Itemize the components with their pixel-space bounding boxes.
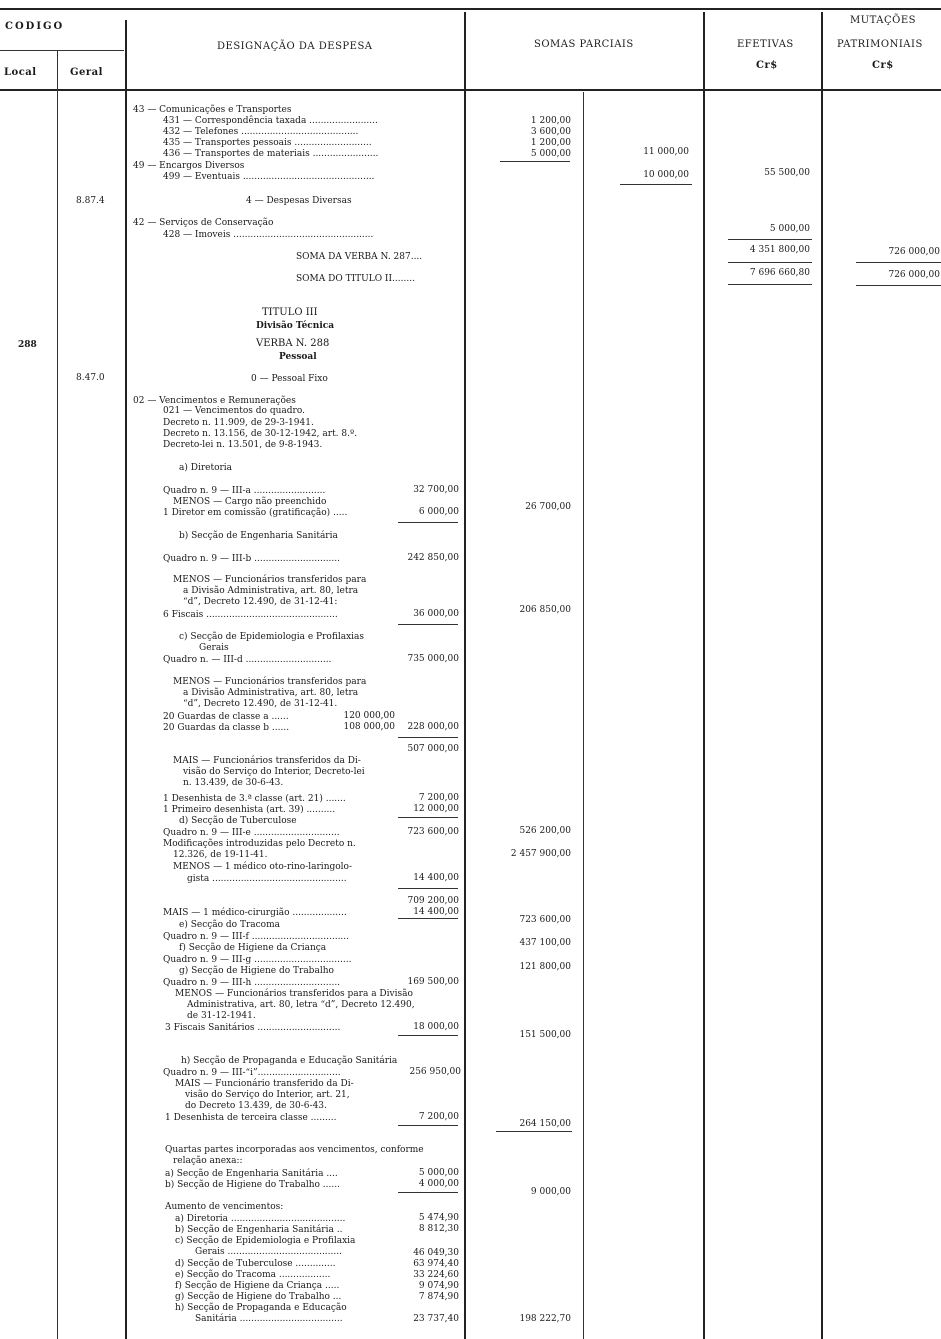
b-fiscais: 6 Fiscais ..............................................: [163, 610, 338, 620]
av-h-value: 23 737,40: [413, 1314, 459, 1324]
c-desenhista-3-value: 7 200,00: [418, 793, 459, 803]
av-a-value: 5 474,90: [418, 1213, 459, 1223]
av-c-1: c) Secção de Epidemiologia e Profilaxia: [175, 1236, 356, 1246]
av-b: b) Secção de Engenharia Sanitária ..: [175, 1225, 343, 1235]
sum-43: 11 000,00: [643, 147, 689, 157]
av-f: f) Secção de Higiene da Criança .....: [175, 1281, 340, 1291]
code-local-288: 288: [18, 340, 37, 350]
item-02: 02 — Vencimentos e Remunerações: [133, 396, 296, 406]
c-mais-1: MAIS — Funcionários transferidos da Di-: [173, 756, 361, 766]
d-menos-1: MENOS — 1 médico oto-rino-laringolo-: [173, 862, 353, 872]
av-f-value: 9 074,90: [418, 1281, 459, 1291]
d-mais: MAIS — 1 médico-cirurgião ...................: [163, 908, 347, 918]
header-patrimoniais: PATRIMONIAIS: [837, 39, 923, 50]
d-subtotal: 709 200,00: [407, 896, 459, 906]
c-menos-1: MENOS — Funcionários transferidos para: [173, 677, 367, 687]
h-mais-1: MAIS — Funcionário transferido da Di-: [175, 1079, 354, 1089]
header-currency-mutacoes: Cr$: [872, 60, 894, 71]
col-divider-designacao: [464, 12, 466, 1339]
av-c-2: Gerais ........................................: [195, 1247, 342, 1257]
rule: [398, 817, 458, 818]
rule: [728, 284, 812, 285]
titulo-iii: TITULO III: [262, 307, 318, 318]
qp-1: Quartas partes incorporadas aos vencimentos, conforme: [165, 1145, 424, 1155]
d-modificacoes-2: 12.326, de 19-11-41.: [173, 850, 268, 860]
rule: [398, 737, 458, 738]
g-quadro: Quadro n. 9 — III-h ..............................: [163, 978, 341, 988]
item-42: 42 — Serviços de Conservação: [133, 218, 274, 228]
h-mais-3: do Decreto 13.439, de 30-6-43.: [185, 1101, 327, 1111]
top-rule: [0, 8, 941, 10]
c-quadro-value: 735 000,00: [407, 654, 459, 664]
item-436: 436 — Transportes de materiais .......................: [163, 149, 379, 159]
av-e: e) Secção do Tracoma ..................: [175, 1270, 331, 1280]
pessoal-fixo: 0 — Pessoal Fixo: [251, 374, 328, 384]
verba-288: VERBA N. 288: [256, 338, 330, 349]
av-a: a) Diretoria ........................................: [175, 1214, 346, 1224]
av-h-1: h) Secção de Propaganda e Educação: [175, 1303, 347, 1313]
header-currency-efetivas: Cr$: [756, 60, 778, 71]
header-codigo: CODIGO: [5, 21, 65, 32]
av-b-value: 8 812,30: [418, 1224, 459, 1234]
h-desenhista-value: 7 200,00: [418, 1112, 459, 1122]
sec-c-2: Gerais: [199, 643, 229, 653]
c-menos-2: a Divisão Administrativa, art. 80, letra: [183, 688, 359, 698]
f-sum: 121 800,00: [519, 962, 571, 972]
rule: [728, 262, 812, 263]
col-divider-efetivas: [821, 12, 823, 1339]
sec-h: h) Secção de Propaganda e Educação Sanitária: [181, 1056, 398, 1066]
d-quadro: Quadro n. 9 — III-e ..............................: [163, 828, 340, 838]
sec-d: d) Secção de Tuberculose: [179, 816, 297, 826]
a-quadro-value: 32 700,00: [413, 485, 459, 495]
big-sum: 2 457 900,00: [510, 849, 571, 859]
qp-sum: 9 000,00: [530, 1187, 571, 1197]
d-menos-value: 14 400,00: [413, 873, 459, 883]
qp-a-value: 5 000,00: [418, 1168, 459, 1178]
col-divider-parcial1: [583, 92, 584, 1339]
a-diretor: 1 Diretor em comissão (gratificação) .....: [163, 508, 348, 518]
decreto-3: Decreto-lei n. 13.501, de 9-8-1943.: [163, 440, 323, 450]
item-435: 435 — Transportes pessoais ...........................: [163, 138, 372, 148]
header-bottom-rule: [0, 89, 941, 91]
c-mais-3: n. 13.439, de 30-6-43.: [183, 778, 284, 788]
b-quadro-value: 242 850,00: [407, 553, 459, 563]
rule: [398, 1125, 458, 1126]
av-g-value: 7 874,90: [418, 1292, 459, 1302]
c-sum: 526 200,00: [519, 826, 571, 836]
av-e-value: 33 224,60: [413, 1270, 459, 1280]
decreto-1: Decreto n. 11.909, de 29-3-1941.: [163, 418, 314, 428]
value-432: 3 600,00: [530, 127, 571, 137]
item-021: 021 — Vencimentos do quadro.: [163, 406, 305, 416]
item-428: 428 — Imoveis .................................................: [163, 230, 374, 240]
g-quadro-value: 169 500,00: [407, 977, 459, 987]
g-menos-2: Administrativa, art. 80, letra “d”, Decreto 12.490,: [187, 1000, 415, 1010]
soma-titulo-label: SOMA DO TITULO II........: [296, 274, 415, 284]
col-divider-parcial2: [703, 12, 705, 1339]
header-designacao: DESIGNAÇÃO DA DESPESA: [217, 41, 373, 52]
item-432: 432 — Telefones .........................................: [163, 127, 359, 137]
rule: [398, 522, 458, 523]
item-43: 43 — Comunicações e Transportes: [133, 105, 292, 115]
item-499: 499 — Eventuais ..............................................: [163, 172, 375, 182]
header-geral: Geral: [70, 67, 103, 78]
sec-a-diretoria: a) Diretoria: [179, 463, 233, 473]
soma-titulo-efetivas: 7 696 660,80: [749, 268, 810, 278]
sec-b: b) Secção de Engenharia Sanitária: [179, 531, 338, 541]
d-menos-2: gista ...............................................: [187, 874, 347, 884]
soma-verba-efetivas: 4 351 800,00: [749, 245, 810, 255]
sec-g: g) Secção de Higiene do Trabalho: [179, 966, 334, 976]
codigo-rule: [0, 50, 124, 51]
col-divider-local: [57, 50, 58, 1339]
c-primeiro-desenhista: 1 Primeiro desenhista (art. 39) ..........: [163, 805, 336, 815]
efetivas-42: 5 000,00: [769, 224, 810, 234]
a-sum: 26 700,00: [525, 502, 571, 512]
header-local: Local: [4, 67, 37, 78]
c-guardas-sum: 228 000,00: [407, 722, 459, 732]
c-mais-2: visão do Serviço do Interior, Decreto-lei: [183, 767, 365, 777]
av-h-2: Sanitária ....................................: [195, 1314, 343, 1324]
rule: [856, 262, 941, 263]
a-diretor-value: 6 000,00: [418, 507, 459, 517]
rule: [856, 285, 941, 286]
sec-e: e) Secção do Tracoma: [179, 920, 280, 930]
g-fiscais: 3 Fiscais Sanitários .............................: [165, 1023, 341, 1033]
rule: [398, 1035, 458, 1036]
rule: [500, 161, 570, 162]
header-efetivas: EFETIVAS: [737, 39, 794, 50]
soma-titulo-mutacoes: 726 000,00: [888, 270, 940, 280]
qp-2: relação anexa::: [173, 1156, 243, 1166]
c-guardas-a-value: 120 000,00: [343, 711, 395, 721]
h-quadro: Quadro n. 9 — III-“i”.............................: [163, 1068, 341, 1078]
qp-b-value: 4 000,00: [418, 1179, 459, 1189]
header-somas-parciais: SOMAS PARCIAIS: [534, 39, 634, 50]
c-guardas-b-value: 108 000,00: [343, 722, 395, 732]
code-geral-874: 8.87.4: [76, 196, 105, 206]
pessoal: Pessoal: [279, 352, 317, 362]
h-desenhista: 1 Desenhista de terceira classe .........: [165, 1113, 337, 1123]
rule: [728, 239, 812, 240]
rule: [398, 624, 458, 625]
a-quadro: Quadro n. 9 — III-a .........................: [163, 486, 326, 496]
item-431: 431 — Correspondência taxada ........................: [163, 116, 378, 126]
av-g: g) Secção de Higiene do Trabalho ...: [175, 1292, 342, 1302]
g-menos-1: MENOS — Funcionários transferidos para a Divisão: [175, 989, 413, 999]
d-modificacoes-1: Modificações introduzidas pelo Decreto n.: [163, 839, 356, 849]
qp-a: a) Secção de Engenharia Sanitária ....: [165, 1169, 338, 1179]
item-4-desp: 4 — Despesas Diversas: [246, 196, 352, 206]
av-sum: 198 222,70: [519, 1314, 571, 1324]
av-d-value: 63 974,40: [413, 1259, 459, 1269]
a-menos: MENOS — Cargo não preenchido: [173, 497, 327, 507]
soma-verba-label: SOMA DA VERBA N. 287....: [296, 252, 423, 262]
soma-verba-mutacoes: 726 000,00: [888, 247, 940, 257]
header-mutacoes: MUTAÇÕES: [850, 15, 917, 26]
code-geral-847: 8.47.0: [76, 373, 105, 383]
c-guardas-b: 20 Guardas da classe b ......: [163, 723, 290, 733]
decreto-2: Decreto n. 13.156, de 30-12-1942, art. 8.º.: [163, 429, 358, 439]
g-sum: 151 500,00: [519, 1030, 571, 1040]
e-quadro: Quadro n. 9 — III-f ..................................: [163, 932, 350, 942]
g-menos-3: de 31-12-1941.: [187, 1011, 256, 1021]
c-quadro: Quadro n. — III-d ..............................: [163, 655, 332, 665]
c-subtotal: 507 000,00: [407, 744, 459, 754]
value-431: 1 200,00: [530, 116, 571, 126]
efetivas-49: 55 500,00: [764, 168, 810, 178]
c-primeiro-desenhista-value: 12 000,00: [413, 804, 459, 814]
g-fiscais-value: 18 000,00: [413, 1022, 459, 1032]
av-title: Aumento de vencimentos:: [165, 1202, 284, 1212]
rule: [496, 1131, 572, 1132]
d-quadro-value: 723 600,00: [407, 827, 459, 837]
h-mais-2: visão do Serviço do Interior, art. 21,: [185, 1090, 350, 1100]
d-mais-value: 14 400,00: [413, 907, 459, 917]
item-49: 49 — Encargos Diversos: [133, 161, 245, 171]
col-divider-geral: [125, 20, 127, 1339]
value-435: 1 200,00: [530, 138, 571, 148]
c-desenhista-3: 1 Desenhista de 3.ª classe (art. 21) .......: [163, 794, 346, 804]
rule: [398, 888, 458, 889]
e-sum: 437 100,00: [519, 938, 571, 948]
b-quadro: Quadro n. 9 — III-b ..............................: [163, 554, 341, 564]
c-menos-3: “d”, Decreto 12.490, de 31-12-41.: [183, 699, 338, 709]
sum-49: 10 000,00: [643, 170, 689, 180]
b-sum: 206 850,00: [519, 605, 571, 615]
sec-c-1: c) Secção de Epidemiologia e Profilaxias: [179, 632, 365, 642]
h-quadro-value: 256 950,00: [409, 1067, 461, 1077]
rule: [398, 1192, 458, 1193]
b-menos-3: “d”, Decreto 12.490, de 31-12-41:: [183, 597, 338, 607]
rule: [398, 918, 458, 919]
sec-f: f) Secção de Higiene da Criança: [179, 943, 327, 953]
b-menos-2: a Divisão Administrativa, art. 80, letra: [183, 586, 359, 596]
b-fiscais-value: 36 000,00: [413, 609, 459, 619]
f-quadro: Quadro n. 9 — III-g ..................................: [163, 955, 352, 965]
av-c-value: 46 049,30: [413, 1248, 459, 1258]
av-d: d) Secção de Tuberculose ..............: [175, 1259, 336, 1269]
qp-b: b) Secção de Higiene do Trabalho ......: [165, 1180, 340, 1190]
h-sum: 264 150,00: [519, 1119, 571, 1129]
b-menos-1: MENOS — Funcionários transferidos para: [173, 575, 367, 585]
divisao-tecnica: Divisão Técnica: [256, 321, 335, 331]
c-guardas-a: 20 Guardas de classe a ......: [163, 712, 289, 722]
rule: [620, 184, 692, 185]
value-436: 5 000,00: [530, 149, 571, 159]
d-sum: 723 600,00: [519, 915, 571, 925]
